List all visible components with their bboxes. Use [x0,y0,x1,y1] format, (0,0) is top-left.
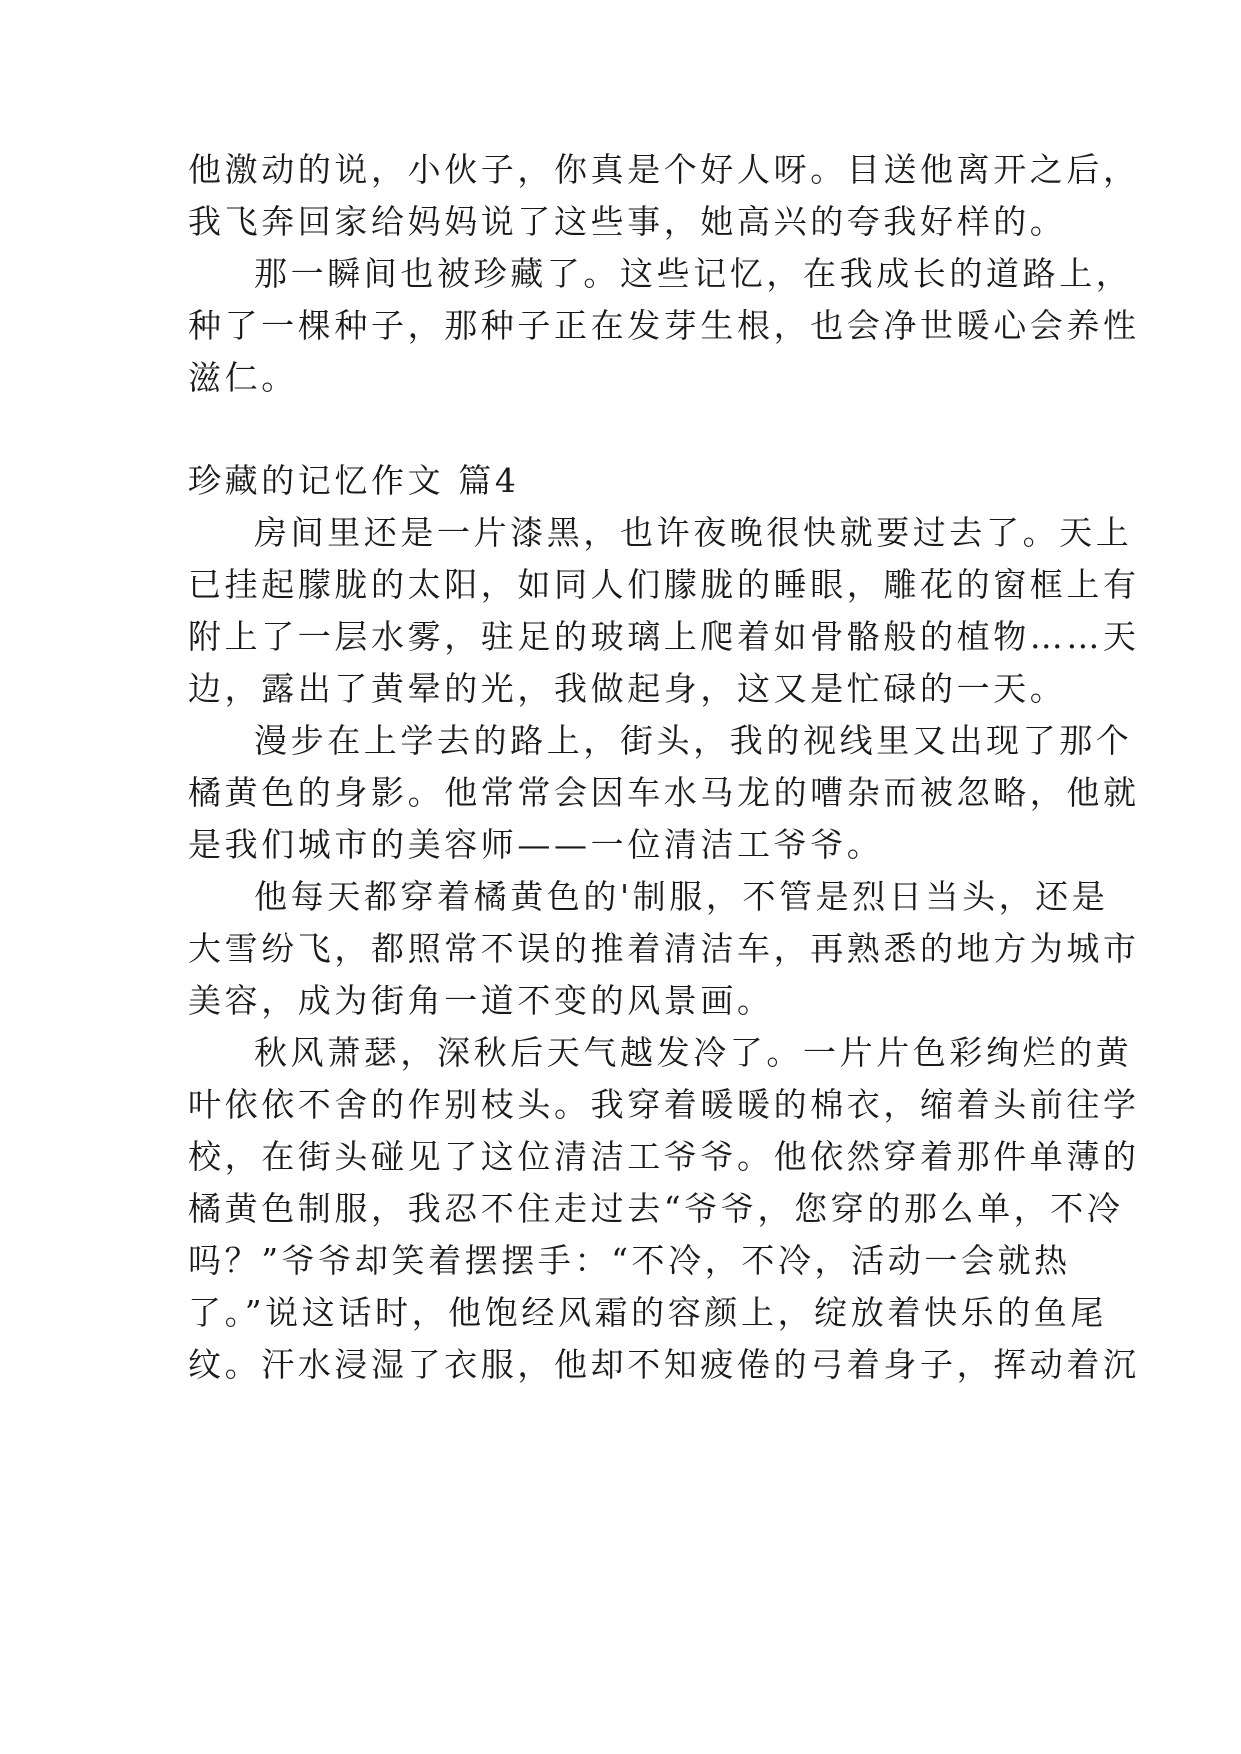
section-heading: 珍藏的记忆作文 篇4 [188,461,520,500]
paragraph-line: 滋仁。 [188,358,298,397]
paragraph-line: 他每天都穿着橘黄色的'制服，不管是烈日当头，还是 [254,877,1109,916]
paragraph-line: 那一瞬间也被珍藏了。这些记忆，在我成长的道路上， [254,254,1133,293]
paragraph-line: 校，在街头碰见了这位清洁工爷爷。他依然穿着那件单薄的 [188,1137,1140,1176]
paragraph-line: 边，露出了黄晕的光，我做起身，这又是忙碌的一天。 [188,669,1067,708]
paragraph-line: 了。”说这话时，他饱经风霜的容颜上，绽放着快乐的鱼尾 [188,1293,1107,1332]
paragraph-line: 大雪纷飞，都照常不误的推着清洁车，再熟悉的地方为城市 [188,929,1140,968]
paragraph-line: 美容，成为街角一道不变的风景画。 [188,981,774,1020]
paragraph-line: 橘黄色的身影。他常常会因车水马龙的嘈杂而被忽略，他就 [188,773,1140,812]
paragraph-line: 房间里还是一片漆黑，也许夜晚很快就要过去了。天上 [254,513,1133,552]
paragraph-line: 纹。汗水浸湿了衣服，他却不知疲倦的弓着身子，挥动着沉 [188,1345,1140,1384]
paragraph-line: 橘黄色制服，我忍不住走过去“爷爷，您穿的那么单，不冷 [188,1189,1124,1228]
paragraph-line: 种了一棵种子，那种子正在发芽生根，也会净世暖心会养性 [188,306,1140,345]
paragraph-line: 秋风萧瑟，深秋后天气越发冷了。一片片色彩绚烂的黄 [254,1033,1133,1072]
paragraph-line: 叶依依不舍的作别枝头。我穿着暖暖的棉衣，缩着头前往学 [188,1085,1140,1124]
paragraph-line: 已挂起朦胧的太阳，如同人们朦胧的睡眼，雕花的窗框上有 [188,565,1140,604]
paragraph-line: 漫步在上学去的路上，街头，我的视线里又出现了那个 [254,721,1133,760]
paragraph-line: 我飞奔回家给妈妈说了这些事，她高兴的夸我好样的。 [188,202,1067,241]
paragraph-line: 是我们城市的美容师——一位清洁工爷爷。 [188,825,884,864]
paragraph-line: 他激动的说，小伙子，你真是个好人呀。目送他离开之后， [188,150,1140,189]
paragraph-line: 附上了一层水雾，驻足的玻璃上爬着如骨骼般的植物……天 [188,617,1140,656]
paragraph-line: 吗？”爷爷却笑着摆摆手：“不冷，不冷，活动一会就热 [188,1241,1071,1280]
